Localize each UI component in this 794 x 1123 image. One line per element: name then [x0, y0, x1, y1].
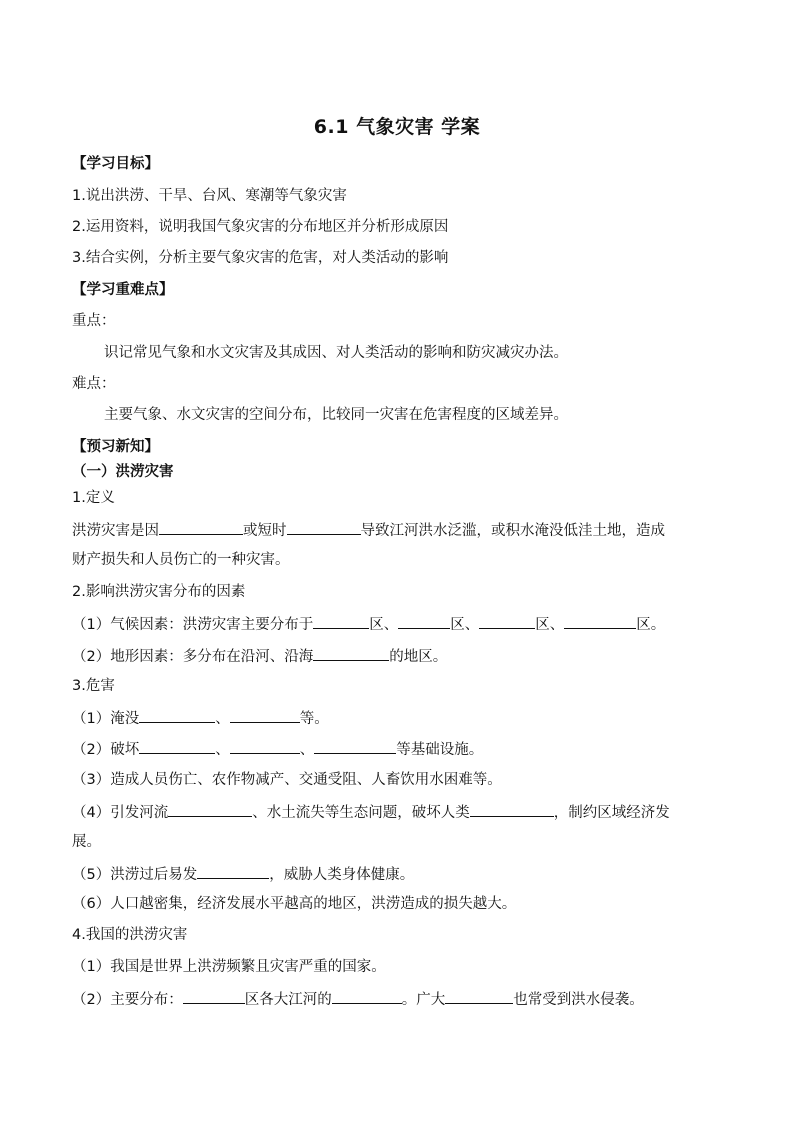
blank-field[interactable]: [168, 801, 252, 817]
definition-line-1: [72, 519, 722, 541]
blank-field[interactable]: [479, 613, 535, 629]
harm-title: 3.危害: [72, 678, 115, 694]
harm-item-1: [72, 707, 722, 729]
harm-1-text: （1）淹没: [72, 711, 140, 727]
blank-field[interactable]: [398, 613, 450, 629]
blank-field[interactable]: [197, 863, 269, 879]
key-text: 识记常见气象和水文灾害及其成因、对人类活动的影响和防灾减灾办法。: [104, 345, 568, 361]
goal-item-2: 2.运用资料，说明我国气象灾害的分布地区并分析形成原因: [72, 219, 449, 235]
goal-item-3: 3.结合实例，分析主要气象灾害的危害，对人类活动的影响: [72, 250, 449, 266]
blank-field[interactable]: [183, 988, 245, 1004]
separator: 、: [215, 711, 230, 727]
separator: 、: [215, 742, 230, 758]
preview-heading: 【预习新知】: [72, 439, 159, 455]
china-2-text-b: 区各大江河的: [244, 992, 332, 1008]
factor-climate: [72, 613, 722, 635]
factor-terrain-text: （2）地形因素：多分布在沿河、沿海: [72, 649, 314, 665]
harm-item-3: （3）造成人员伤亡、农作物减产、交通受阻、人畜饮用水困难等。: [72, 772, 502, 788]
definition-line-2: 财产损失和人员伤亡的一种灾害。: [72, 552, 290, 568]
blank-field[interactable]: [313, 645, 389, 661]
harm-5-end: ，威胁人类身体健康。: [269, 867, 415, 883]
definition-title: 1.定义: [72, 490, 115, 506]
china-item-2: [72, 988, 722, 1010]
harm-item-4-cont: 展。: [72, 834, 101, 850]
region-suffix: 区、: [369, 617, 399, 633]
key-label: 重点：: [72, 313, 116, 329]
harm-item-6: （6）人口越密集，经济发展水平越高的地区，洪涝造成的损失越大。: [72, 896, 517, 912]
blank-field[interactable]: [564, 613, 636, 629]
region-suffix: 区、: [450, 617, 480, 633]
page-title: 6.1 气象灾害 学案: [313, 116, 481, 138]
harm-2-text: （2）破坏: [72, 742, 140, 758]
blank-field[interactable]: [287, 519, 361, 535]
blank-field[interactable]: [314, 738, 396, 754]
factors-title: 2.影响洪涝灾害分布的因素: [72, 584, 246, 600]
blank-field[interactable]: [230, 707, 300, 723]
factor-climate-text: （1）气候因素：洪涝灾害主要分布于: [72, 617, 314, 633]
region-suffix: 区、: [535, 617, 565, 633]
separator: 、: [299, 742, 315, 758]
harm-1-end: 等。: [299, 711, 329, 727]
factor-terrain: [72, 645, 722, 667]
region-suffix-end: 区。: [636, 617, 666, 633]
keypoints-heading: 【学习重难点】: [72, 282, 174, 298]
factor-terrain-end: 的地区。: [389, 649, 448, 665]
china-2-text-a: （2）主要分布：: [72, 992, 183, 1008]
goals-heading: 【学习目标】: [72, 156, 159, 172]
section-flood-heading: （一）洪涝灾害: [72, 464, 174, 480]
blank-field[interactable]: [332, 988, 402, 1004]
blank-field[interactable]: [139, 707, 215, 723]
blank-field[interactable]: [159, 519, 243, 535]
harm-4-text-a: （4）引发河流: [72, 805, 169, 821]
china-2-text-c: 。广大: [401, 992, 446, 1008]
goal-item-1: 1.说出洪涝、干旱、台风、寒潮等气象灾害: [72, 188, 347, 204]
harm-item-2: [72, 738, 722, 760]
harm-item-5: [72, 863, 722, 885]
harm-item-4: [72, 801, 722, 823]
blank-field[interactable]: [470, 801, 554, 817]
china-item-1: （1）我国是世界上洪涝频繁且灾害严重的国家。: [72, 959, 386, 975]
harm-4-text-c: ，制约区域经济发: [553, 805, 670, 821]
definition-text-b: 或短时: [243, 523, 287, 539]
blank-field[interactable]: [313, 613, 369, 629]
harm-2-end: 等基础设施。: [396, 742, 484, 758]
definition-text-a: 洪涝灾害是因: [72, 523, 159, 539]
blank-field[interactable]: [139, 738, 215, 754]
harm-4-text-b: 、水土流失等生态问题，破坏人类: [252, 805, 470, 821]
hard-label: 难点：: [72, 376, 116, 392]
china-2-text-d: 也常受到洪水侵袭。: [513, 992, 644, 1008]
china-title: 4.我国的洪涝灾害: [72, 927, 188, 943]
blank-field[interactable]: [230, 738, 300, 754]
blank-field[interactable]: [445, 988, 513, 1004]
definition-text-c: 导致江河洪水泛滥，或积水淹没低洼土地，造成: [360, 523, 665, 539]
hard-text: 主要气象、水文灾害的空间分布，比较同一灾害在危害程度的区域差异。: [104, 407, 568, 423]
harm-5-text: （5）洪涝过后易发: [72, 867, 198, 883]
